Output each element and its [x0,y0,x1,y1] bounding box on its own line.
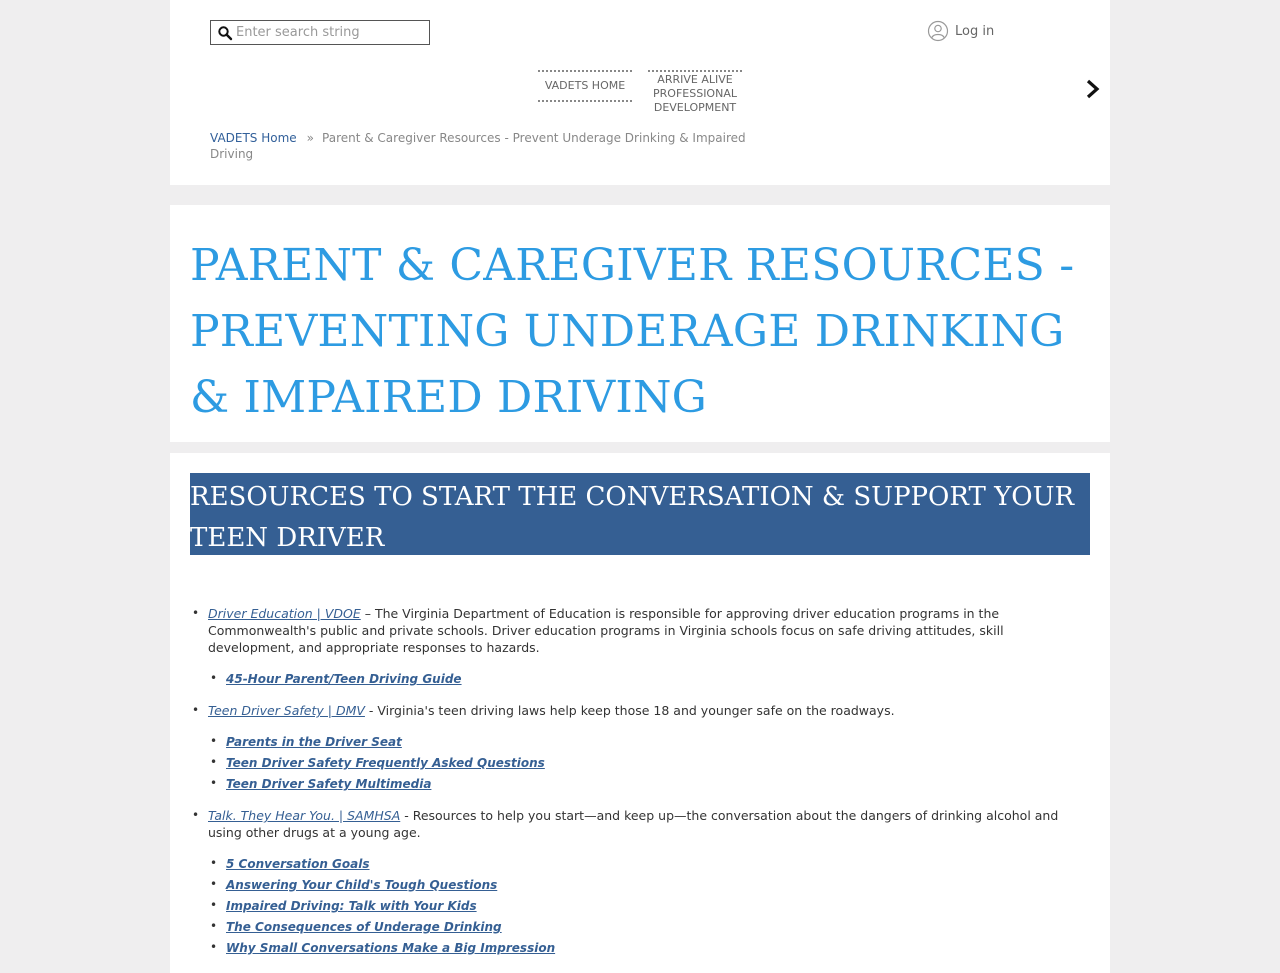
resource-sublink[interactable]: Teen Driver Safety Frequently Asked Questions [226,756,545,770]
resource-description: - Resources to help you start—and keep up—the conversation about the dangers of drinking alcohol and using other drugs at a young age. [208,808,1059,840]
resource-list [190,605,1080,971]
search-icon[interactable] [218,26,232,40]
resource-description: - Virginia's teen driving laws help keep those 18 and younger safe on the roadways. [364,703,895,718]
search-input[interactable] [236,21,424,44]
resource-sublink[interactable]: 45-Hour Parent/Teen Driving Guide [226,672,462,686]
resource-sublink[interactable]: Teen Driver Safety Multimedia [226,777,432,791]
list-item [190,807,1080,957]
resource-link-vdoe[interactable]: Driver Education | VDOE [208,606,361,621]
list-item [190,670,1080,688]
title-card [170,205,1110,442]
list-item [190,733,1080,751]
resource-sublink[interactable]: Answering Your Child's Tough Questions [226,878,498,892]
resource-description: – The Virginia Department of Education is responsible for approving driver education programs in the Commonwealth's public and private schools. Driver education programs in Virginia schools focus on safe driving attitudes, skill development, and appropriate responses to hazards. [208,606,1004,655]
section-banner [190,473,1090,555]
resource-sublink[interactable]: Why Small Conversations Make a Big Impression [226,941,556,955]
site-header [170,0,1110,185]
list-item [190,702,1080,793]
content-card [170,453,1110,973]
resource-sublink[interactable]: Impaired Driving: Talk with Your Kids [226,899,477,913]
list-item [190,939,1080,957]
breadcrumb-home-link[interactable]: VADETS Home [210,131,297,145]
breadcrumb [210,130,750,162]
list-item [190,855,1080,873]
breadcrumb-separator: » [306,131,315,145]
resource-sublink[interactable]: 5 Conversation Goals [226,857,370,871]
list-item [190,897,1080,915]
nav-item-arrive-alive[interactable]: ARRIVE ALIVE PROFESSIONAL DEVELOPMENT [648,70,742,106]
list-item [190,775,1080,793]
breadcrumb-current: Parent & Caregiver Resources - Prevent Underage Drinking & Impaired Driving [210,131,746,161]
chevron-right-icon[interactable] [1083,78,1103,100]
resource-sublink[interactable]: The Consequences of Underage Drinking [226,920,502,934]
search-box [210,20,430,45]
list-item [190,605,1080,688]
login-label: Log in [955,23,995,39]
resource-link-dmv[interactable]: Teen Driver Safety | DMV [208,703,365,718]
list-item [190,918,1080,936]
resource-sublink[interactable]: Parents in the Driver Seat [226,735,402,749]
nav-item-vadets-home[interactable]: VADETS HOME [538,70,632,102]
list-item [190,754,1080,772]
list-item [190,876,1080,894]
page-title: PARENT & CAREGIVER RESOURCES - PREVENTING UNDERAGE DRINKING & IMPAIRED DRIVING [190,240,1075,423]
login-link[interactable] [927,19,994,43]
resource-link-samhsa[interactable]: Talk. They Hear You. | SAMHSA [208,808,401,823]
section-heading: RESOURCES TO START THE CONVERSATION & SUPPORT YOUR TEEN DRIVER [190,482,1075,553]
user-icon [927,20,949,42]
